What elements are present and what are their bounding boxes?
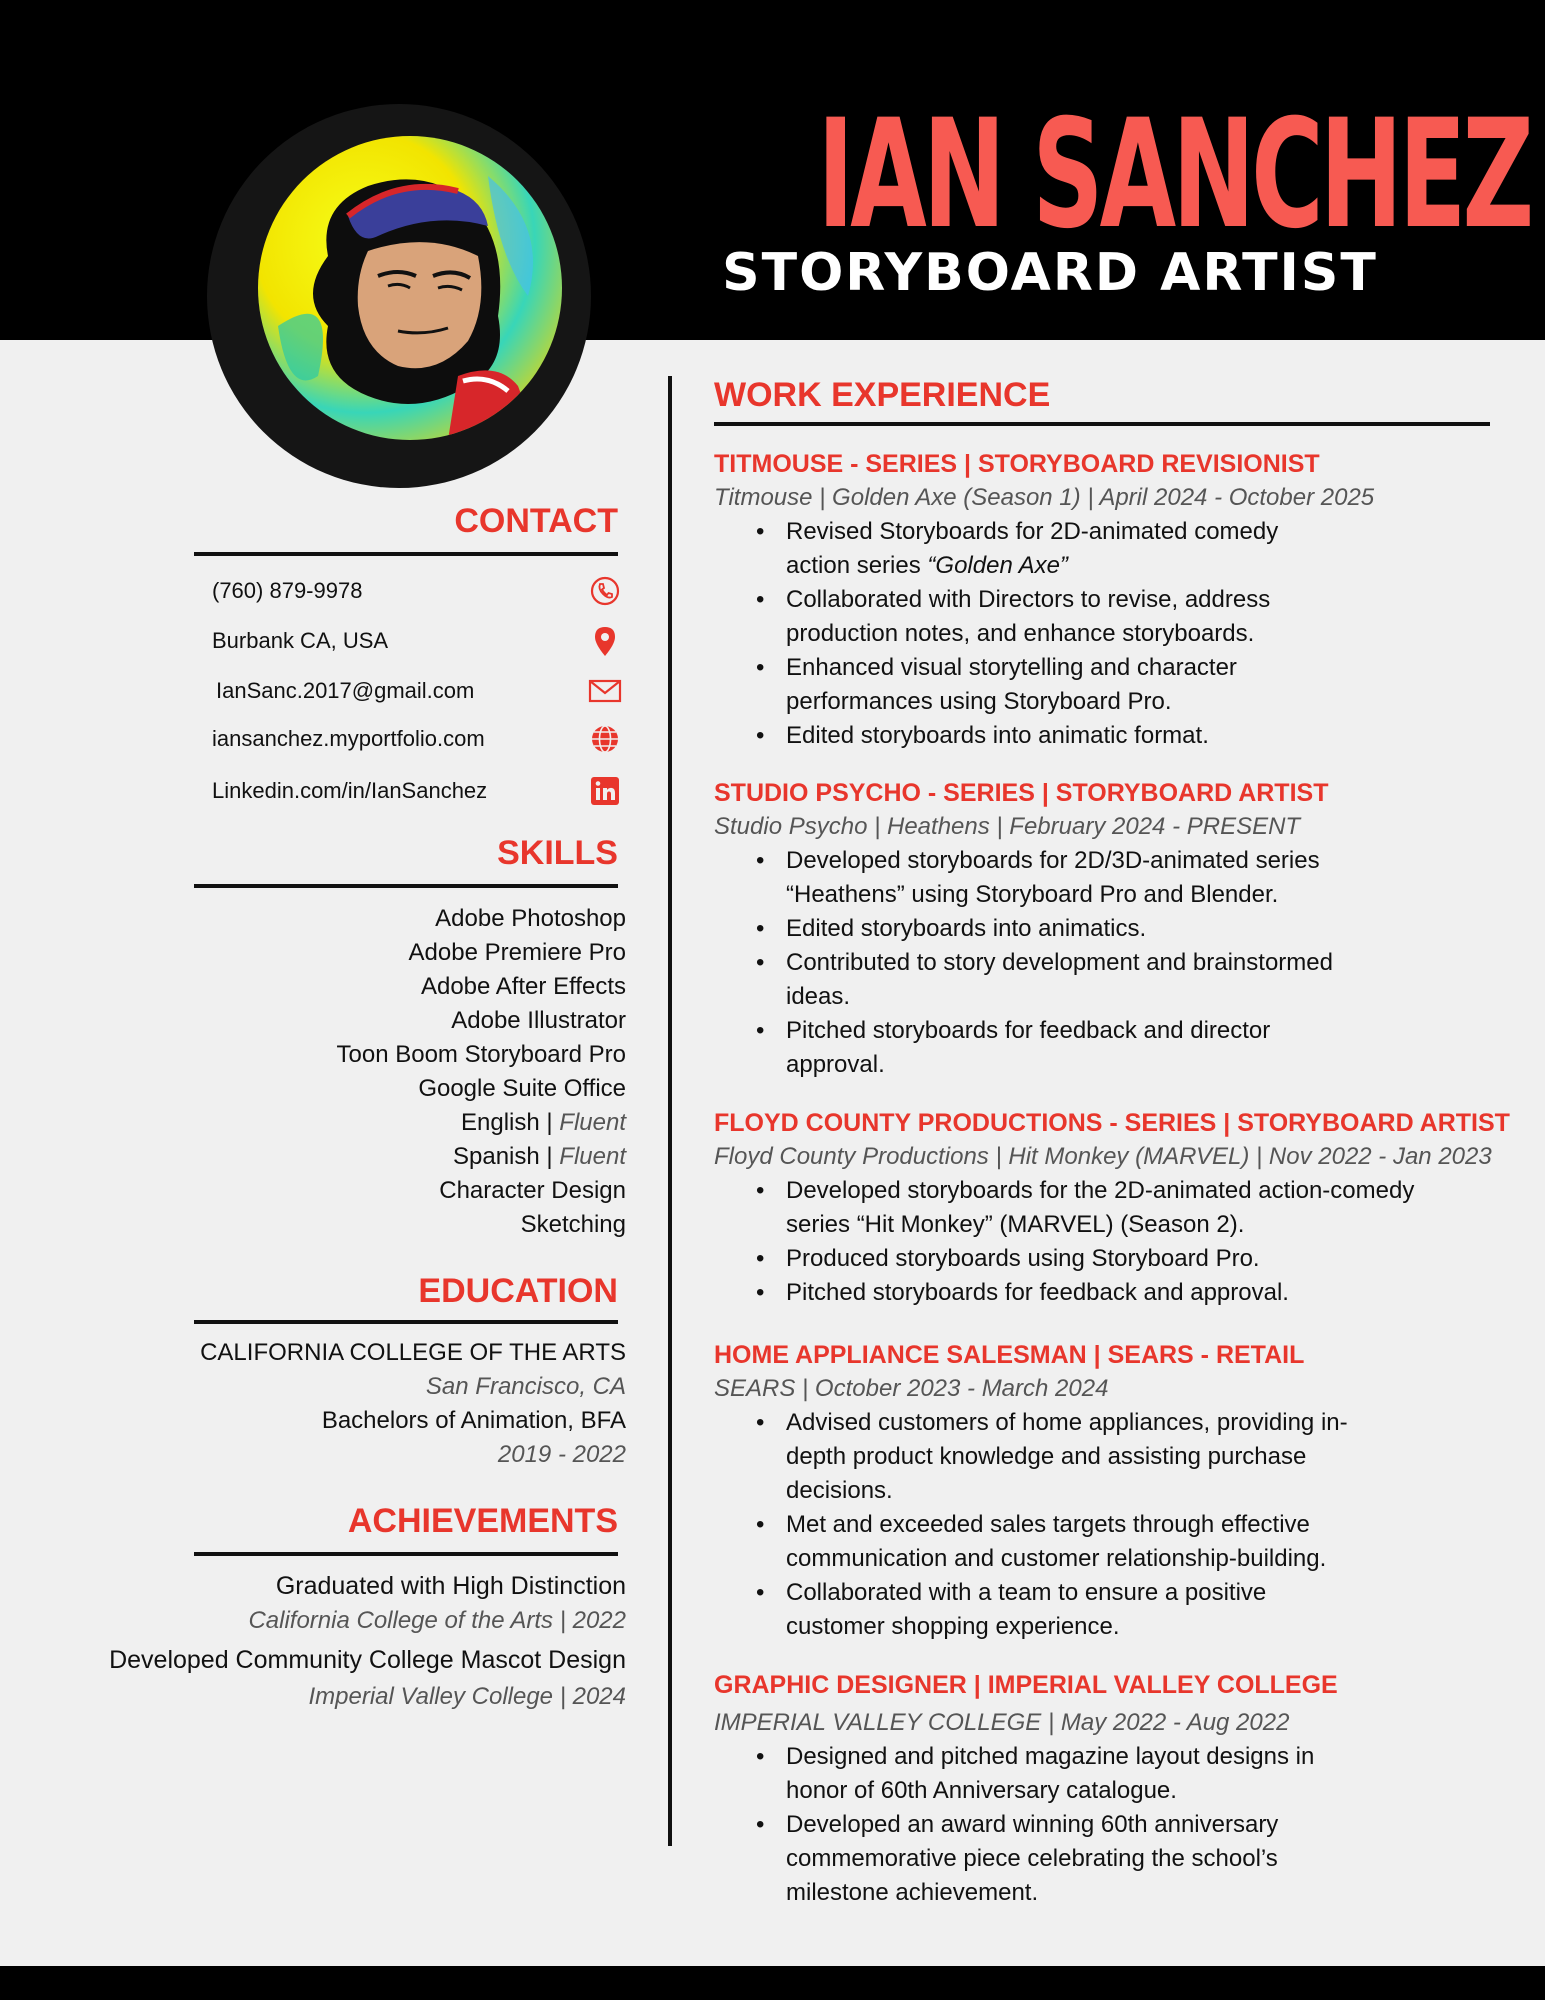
job-bullet: • Met and exceeded sales targets through effective communication and customer relationship-building. bbox=[756, 1508, 1356, 1576]
linkedin-icon bbox=[588, 774, 622, 808]
education-years: 2019 - 2022 bbox=[497, 1441, 626, 1468]
contact-phone bbox=[212, 572, 622, 612]
job-bullet: • Revised Storyboards for 2D-animated comedy action series “Golden Axe” bbox=[756, 515, 1316, 583]
skill-item: Adobe Photoshop bbox=[435, 905, 626, 932]
mail-icon bbox=[588, 674, 622, 708]
job-subtitle: SEARS | October 2023 - March 2024 bbox=[714, 1375, 1109, 1402]
contact-title: CONTACT bbox=[454, 502, 618, 540]
achievement-title: Graduated with High Distinction bbox=[275, 1572, 626, 1600]
contact-location-text: Burbank CA, USA bbox=[212, 628, 389, 653]
job-bullet: • Designed and pitched magazine layout designs in honor of 60th Anniversary catalogue. bbox=[756, 1740, 1336, 1808]
phone-icon bbox=[588, 574, 622, 608]
avatar-illustration bbox=[258, 136, 562, 440]
job-bullet: • Collaborated with a team to ensure a positive customer shopping experience. bbox=[756, 1576, 1356, 1644]
skill-item: Toon Boom Storyboard Pro bbox=[336, 1041, 626, 1068]
job-bullet: • Pitched storyboards for feedback and approval. bbox=[756, 1276, 1456, 1310]
skill-item: Spanish | Fluent bbox=[452, 1143, 626, 1170]
globe-icon bbox=[588, 722, 622, 756]
job-bullet: • Developed storyboards for 2D/3D-animated series “Heathens” using Storyboard Pro and Blender. bbox=[756, 844, 1356, 912]
achievement-sub: Imperial Valley College | 2024 bbox=[308, 1683, 626, 1710]
job-entry bbox=[714, 1338, 1494, 1644]
job-bullet: • Produced storyboards using Storyboard Pro. bbox=[756, 1242, 1456, 1276]
achievements-list bbox=[109, 1568, 626, 1714]
education-degree: Bachelors of Animation, BFA bbox=[321, 1407, 626, 1434]
education-school: CALIFORNIA COLLEGE OF THE ARTS bbox=[200, 1339, 626, 1366]
skills-title: SKILLS bbox=[497, 834, 618, 872]
job-subtitle: Studio Psycho | Heathens | February 2024 - PRESENT bbox=[714, 813, 1301, 840]
work-rule bbox=[714, 422, 1490, 426]
job-entry bbox=[714, 1106, 1510, 1310]
achievement-title: Developed Community College Mascot Design bbox=[109, 1646, 626, 1674]
job-bullet: • Enhanced visual storytelling and character performances using Storyboard Pro. bbox=[756, 651, 1316, 719]
job-entry bbox=[714, 1668, 1494, 1910]
location-pin-icon bbox=[588, 624, 622, 658]
contact-website bbox=[212, 720, 622, 760]
role-heading: STORYBOARD ARTIST bbox=[722, 243, 1378, 303]
name-heading: IAN SANCHEZ bbox=[817, 88, 1531, 262]
job-title: HOME APPLIANCE SALESMAN | SEARS - RETAIL bbox=[714, 1341, 1305, 1369]
footer-band bbox=[0, 1966, 1545, 2000]
job-title: FLOYD COUNTY PRODUCTIONS - SERIES | STORYBOARD ARTIST bbox=[714, 1109, 1510, 1137]
job-subtitle: IMPERIAL VALLEY COLLEGE | May 2022 - Aug 2022 bbox=[714, 1709, 1290, 1736]
contact-website-text: iansanchez.myportfolio.com bbox=[212, 726, 485, 751]
achievements-title: ACHIEVEMENTS bbox=[347, 1502, 618, 1540]
job-title: STUDIO PSYCHO - SERIES | STORYBOARD ARTIST bbox=[714, 779, 1329, 807]
column-divider bbox=[668, 376, 672, 1846]
skill-item: Google Suite Office bbox=[418, 1075, 626, 1102]
skill-item: Character Design bbox=[439, 1177, 626, 1204]
work-title: WORK EXPERIENCE bbox=[714, 376, 1051, 414]
job-subtitle: Floyd County Productions | Hit Monkey (MARVEL) | Nov 2022 - Jan 2023 bbox=[714, 1143, 1492, 1170]
job-bullets bbox=[756, 1406, 1494, 1644]
job-bullets bbox=[756, 515, 1494, 753]
skill-item: Sketching bbox=[520, 1211, 626, 1238]
job-bullet: • Contributed to story development and brainstormed ideas. bbox=[756, 946, 1356, 1014]
skill-item: Adobe After Effects bbox=[420, 973, 626, 1000]
skill-item: English | Fluent bbox=[461, 1109, 626, 1136]
education-block bbox=[200, 1336, 626, 1472]
job-bullet: • Pitched storyboards for feedback and director approval. bbox=[756, 1014, 1296, 1082]
job-bullet: • Edited storyboards into animatics. bbox=[756, 912, 1356, 946]
job-bullet: • Collaborated with Directors to revise, address production notes, and enhance storyboards. bbox=[756, 583, 1316, 651]
job-bullet: • Advised customers of home appliances, providing in-depth product knowledge and assisting purchase decisions. bbox=[756, 1406, 1356, 1508]
job-bullets bbox=[756, 844, 1494, 1082]
skills-list bbox=[337, 902, 627, 1242]
job-entry bbox=[714, 776, 1494, 1082]
job-bullet: • Developed storyboards for the 2D-animated action-comedy series “Hit Monkey” (MARVEL) (Season 2). bbox=[756, 1174, 1456, 1242]
job-bullets bbox=[756, 1174, 1494, 1310]
achievement-sub: California College of the Arts | 2022 bbox=[248, 1607, 626, 1634]
contact-email bbox=[212, 672, 622, 712]
education-title: EDUCATION bbox=[418, 1272, 618, 1310]
job-bullets bbox=[756, 1740, 1494, 1910]
avatar bbox=[258, 136, 562, 440]
contact-email-text: IanSanc.2017@gmail.com bbox=[216, 678, 475, 703]
education-rule bbox=[194, 1320, 618, 1324]
job-title: TITMOUSE - SERIES | STORYBOARD REVISIONIST bbox=[714, 450, 1320, 478]
job-subtitle: Titmouse | Golden Axe (Season 1) | April 2024 - October 2025 bbox=[714, 484, 1375, 511]
achievements-rule bbox=[194, 1552, 618, 1556]
job-title: GRAPHIC DESIGNER | IMPERIAL VALLEY COLLEGE bbox=[714, 1671, 1338, 1699]
skill-item: Adobe Premiere Pro bbox=[408, 939, 626, 966]
contact-linkedin-text: Linkedin.com/in/IanSanchez bbox=[212, 778, 488, 803]
contact-linkedin bbox=[212, 772, 622, 812]
contact-location bbox=[212, 622, 622, 662]
contact-phone-text: (760) 879-9978 bbox=[212, 578, 363, 603]
job-entry bbox=[714, 447, 1494, 753]
job-bullet: • Developed an award winning 60th anniversary commemorative piece celebrating the school’s milestone achievement. bbox=[756, 1808, 1316, 1910]
contact-rule bbox=[194, 552, 618, 556]
skill-item: Adobe Illustrator bbox=[451, 1007, 626, 1034]
job-bullet: • Edited storyboards into animatic format. bbox=[756, 719, 1316, 753]
skill-level: Fluent bbox=[559, 1109, 626, 1136]
skills-rule bbox=[194, 884, 618, 888]
education-location: San Francisco, CA bbox=[425, 1373, 626, 1400]
skill-level: Fluent bbox=[559, 1143, 626, 1170]
